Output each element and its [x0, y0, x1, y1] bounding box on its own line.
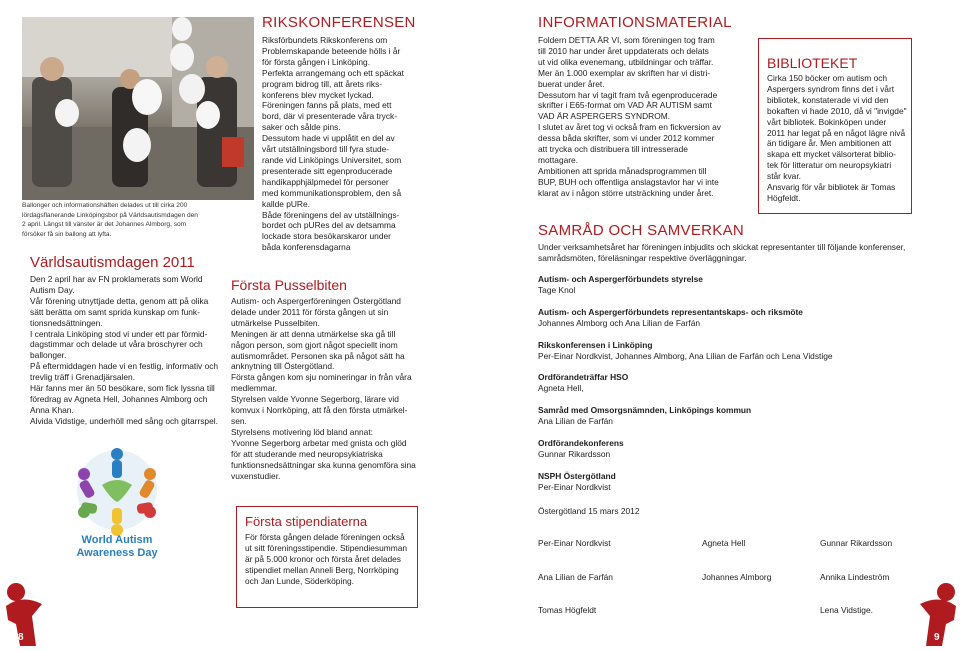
logo-text-line-2: Awareness Day	[76, 547, 158, 559]
samrad-intro: Under verksamhetsåret har föreningen inbjudits och skickat representanter till följande konferenser, samrådsmöten, föreläsningar respektive överläggningar.	[538, 242, 906, 263]
section-title-pusselbiten: Första Pusselbiten	[231, 277, 347, 293]
logo-text-line-1: World Autism	[81, 534, 153, 546]
list-item: Rikskonferensen i Linköping Per-Einar Nordkvist, Johannes Almborg, Ana Lilian de Farfán och Lena Vidstige	[538, 339, 833, 361]
rikskonferensen-body: Riksförbundets Rikskonferens om Problemskapande beteende hölls i år för första gången i Linköping. Perfekta arrangemang och ett späckat program bidrog till, att årets riks- konferens blev mycket lyckad. Föreningen fanns på plats, med ett bord, där vi presenterade våra tryck- saker och sålde pins. Dessutom hade vi upplåtit en del av vårt utställningsbord till fyra stude- rande vid Linköpings Universitet, som presenterade sitt egenproducerade handikapphjälpmedel för personer med kommunikationsproblem, den så kallde pURe. Både föreningens del av utställnings- bordet och pURes del av detsamma lockade stora besökarskaror under båda konferensdagarna	[262, 35, 404, 253]
pusselbiten-body: Autism- och Aspergerföreningen Östergötland delade under 2011 för första gången ut sin utmärkelse Pusselbiten. Meningen är att denna utmärkelse ska gå till någon person, som gjort något speciellt inom autismområdet. Personen ska på något sätt ha anknytning till Östergötland. Första gången kom sju nomineringar in från våra medlemmar. Styrelsen valde Yvonne Segerborg, lärare vid komvux i Norrköping, att få den första utmärkel- sen. Styrelsens motivering löd bland annat: Yvonne Segerborg arbetar med gnista och glöd för att studerande med neuropsykiatriska funktionsnedsättningar ska kunna genomföra sina vuxenstudier.	[231, 296, 416, 481]
section-title-samrad: SAMRÅD OCH SAMVERKAN	[538, 222, 745, 239]
signature: Gunnar Rikardsson	[820, 538, 893, 548]
signature: Ana Lilian de Farfán	[538, 572, 613, 582]
balloon-photo	[22, 17, 254, 200]
signature: Agneta Hell	[702, 538, 746, 548]
section-title-varldsautismdagen: Världsautismdagen 2011	[30, 254, 195, 271]
stipendiaterna-body: För första gången delade föreningen också ut sitt föreningsstipendie. Stipendiesumman är på 5.000 kronor och första året delades stipendiet mellan Anneli Berg, Norrköping och Jan Lunde, Söderköping.	[245, 532, 408, 586]
signature: Johannes Almborg	[702, 572, 772, 582]
list-item: Ordförandekonferens Gunnar Rikardsson	[538, 438, 624, 459]
signature: Per-Einar Nordkvist	[538, 538, 611, 548]
world-autism-awareness-logo	[62, 440, 172, 590]
photo-caption: Ballonger och informationshäften delades ut till cirka 200 lördagsflanerande Linköpingsbor på Världsautismdagen den 2 april. Längst till vänster är det Johannes Almborg, som försöker få sin ballong att lyfta.	[22, 202, 198, 238]
varldsautismdagen-body: Den 2 april har av FN proklamerats som World Autism Day. Vår förening utnyttjade detta, genom att på olika sätt berätta om samt sprida kunskap om funk- tionsnedsättningen. I centrala Linköping stod vi under ett par förmid- dagstimmar och delade ut våra broschyrer och ballonger. På eftermiddagen hade vi en festlig, informativ och trevlig träff i Grenadjärsalen. Här fanns mer än 50 besökare, som fick lyssna till föredrag av Agneta Hell, Johannes Almborg och Anna Khan. Alvida Vidstige, underhöll med sång och gitarrspel.	[30, 274, 219, 426]
section-title-informationsmaterial: INFORMATIONSMATERIAL	[538, 14, 732, 31]
list-item: Autism- och Aspergerförbundets styrelse Tage Knol	[538, 274, 703, 295]
page-number-right: 9	[934, 632, 940, 643]
section-title-stipendiaterna: Första stipendiaterna	[245, 514, 368, 529]
page-number-left: 8	[18, 632, 24, 643]
signature-date: Östergötland 15 mars 2012	[538, 506, 640, 516]
list-item: Samråd med Omsorgsnämnden, Linköpings kommun Ana Lilian de Farfán	[538, 405, 752, 427]
list-item: Ordförandeträffar HSO Agneta Hell,	[538, 372, 629, 394]
signature: Annika Lindeström	[820, 572, 890, 582]
signature: Tomas Högfeldt	[538, 605, 597, 615]
section-title-biblioteket: BIBLIOTEKET	[767, 55, 858, 71]
section-title-rikskonferensen: RIKSKONFERENSEN	[262, 14, 416, 31]
biblioteket-body: Cirka 150 böcker om autism och Aspergers syndrom finns det i vårt bibliotek, konstaterade vi vid den bokaften vi hade 2010, då vi "invigde" vårt bibliotek. Bokinköpen under 2011 har legat på en något lägre nivå än tidigare år. Men ambitionen att skapa ett mycket välsorterat biblio- tek för litteratur om neuropsykiatri står kvar. Ansvarig för vår bibliotek är Tomas Högfeldt.	[767, 73, 907, 203]
samrad-list	[538, 274, 938, 493]
informationsmaterial-body: Foldern DETTA ÄR VI, som föreningen tog fram till 2010 har under året uppdaterats och delats ut vid olika evenemang, utbildningar och träffar. Mer än 1.000 exemplar av skriften har vi distri- buerat under året. Dessutom har vi tagit fram två egenproducerade skrifter i E65-format om VAD ÄR AUTISM samt VAD ÄR ASPERGERS SYNDROM. I slutet av året tog vi också fram en fickversion av dessa båda skrifter, som vi under 2012 kommer att trycka och distribuera till intresserade mottagare. Ambitionen att sprida månadsprogrammen till BUP, BUH och offentliga anslagstavlor har vi inte klarat av i någon större utsträckning under året.	[538, 35, 721, 198]
globe-children-icon	[62, 440, 172, 536]
person-figure-icon-left	[2, 580, 48, 646]
list-item: Autism- och Aspergerförbundets representantskaps- och riksmöte Johannes Almborg och Ana Lilian de Farfán	[538, 306, 803, 328]
signature: Lena Vidstige.	[820, 605, 873, 615]
list-item: NSPH Östergötland Per-Einar Nordkvist	[538, 470, 616, 492]
